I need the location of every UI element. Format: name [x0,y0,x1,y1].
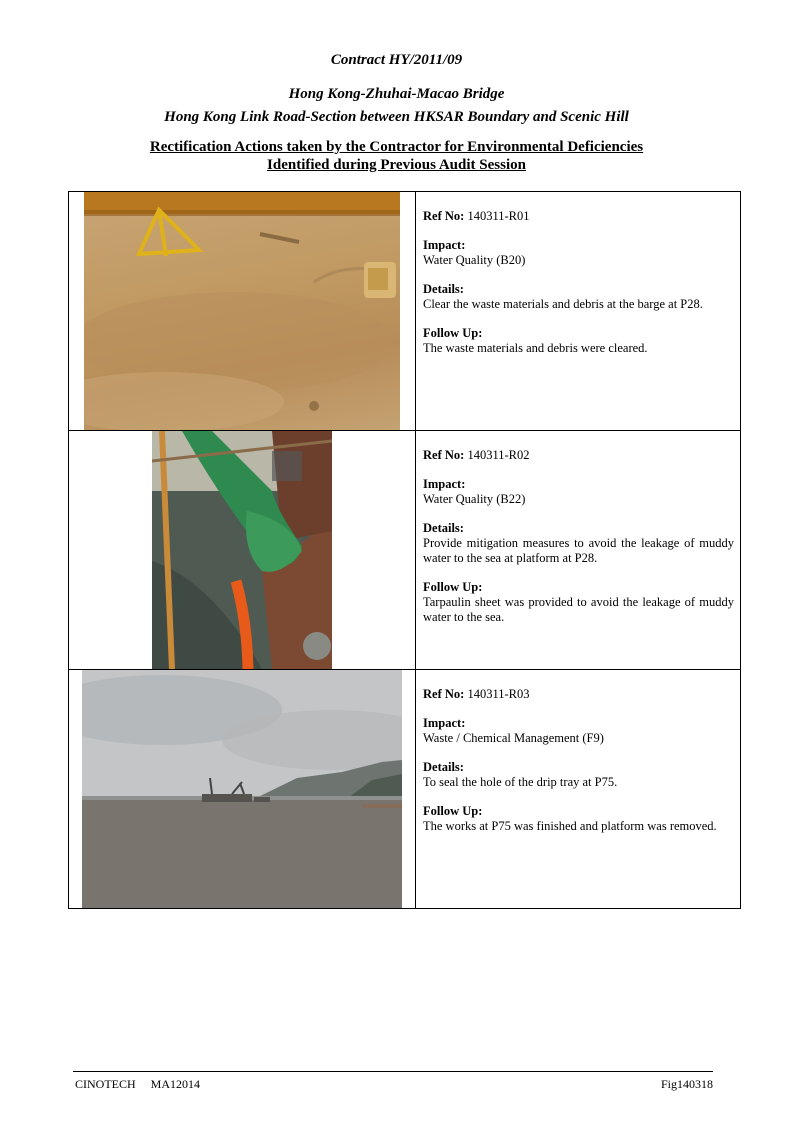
tarpaulin-platform-photo [152,431,332,669]
ref-no-value: 140311-R02 [467,448,530,462]
barge-deck-photo [84,192,400,430]
ref-no-value: 140311-R03 [467,687,530,701]
details-value: Provide mitigation measures to avoid the leakage of muddy water to the sea at platform at P28. [423,536,734,565]
follow-up-value: Tarpaulin sheet was provided to avoid the leakage of muddy water to the sea. [423,595,734,624]
details-label: Details: [423,521,464,535]
rectification-table [68,191,741,909]
follow-up-value: The waste materials and debris were cleared. [423,341,648,355]
sea-view-photo [82,670,402,908]
impact-value: Waste / Chemical Management (F9) [423,731,604,745]
follow-up-label: Follow Up: [423,580,483,594]
project-line-2: Hong Kong Link Road-Section between HKSAR Boundary and Scenic Hill [164,109,629,125]
ref-no-label: Ref No: [423,448,465,462]
photo-cell [69,670,416,909]
title-line-2: Identified during Previous Audit Session [267,157,526,173]
footer-report: MA12014 [150,1077,201,1091]
project-title [0,83,793,129]
sea-view-illustration [82,670,402,908]
details-value: To seal the hole of the drip tray at P75. [423,775,618,789]
ref-no-value: 140311-R01 [467,209,530,223]
footer-company: CINOTECH [75,1077,136,1091]
tarpaulin-illustration [152,431,332,669]
impact-label: Impact: [423,238,466,252]
impact-value: Water Quality (B20) [423,253,526,267]
document-header [0,50,793,174]
follow-up-label: Follow Up: [423,804,483,818]
barge-deck-illustration [84,192,400,430]
details-label: Details: [423,282,464,296]
photo-cell [69,431,416,670]
title-line-1: Rectification Actions taken by the Contractor for Environmental Deficiencies [149,139,644,155]
details-label: Details: [423,760,464,774]
footer-figure: Fig140318 [660,1077,713,1091]
footer-divider [73,1071,713,1072]
impact-label: Impact: [423,477,466,491]
details-cell [416,192,741,431]
table-row [69,192,741,431]
follow-up-value: The works at P75 was finished and platform was removed. [423,819,717,833]
table-row [69,670,741,909]
follow-up-label: Follow Up: [423,326,483,340]
impact-value: Water Quality (B22) [423,492,526,506]
project-line-1: Hong Kong-Zhuhai-Macao Bridge [288,86,505,102]
impact-label: Impact: [423,716,466,730]
details-cell [416,670,741,909]
photo-cell [69,192,416,431]
footer-left [75,1077,200,1092]
details-cell [416,431,741,670]
ref-no-label: Ref No: [423,687,465,701]
details-value: Clear the waste materials and debris at the barge at P28. [423,297,703,311]
page-title [0,138,793,174]
contract-number: Contract HY/2011/09 [330,52,463,68]
ref-no-label: Ref No: [423,209,465,223]
table-row [69,431,741,670]
